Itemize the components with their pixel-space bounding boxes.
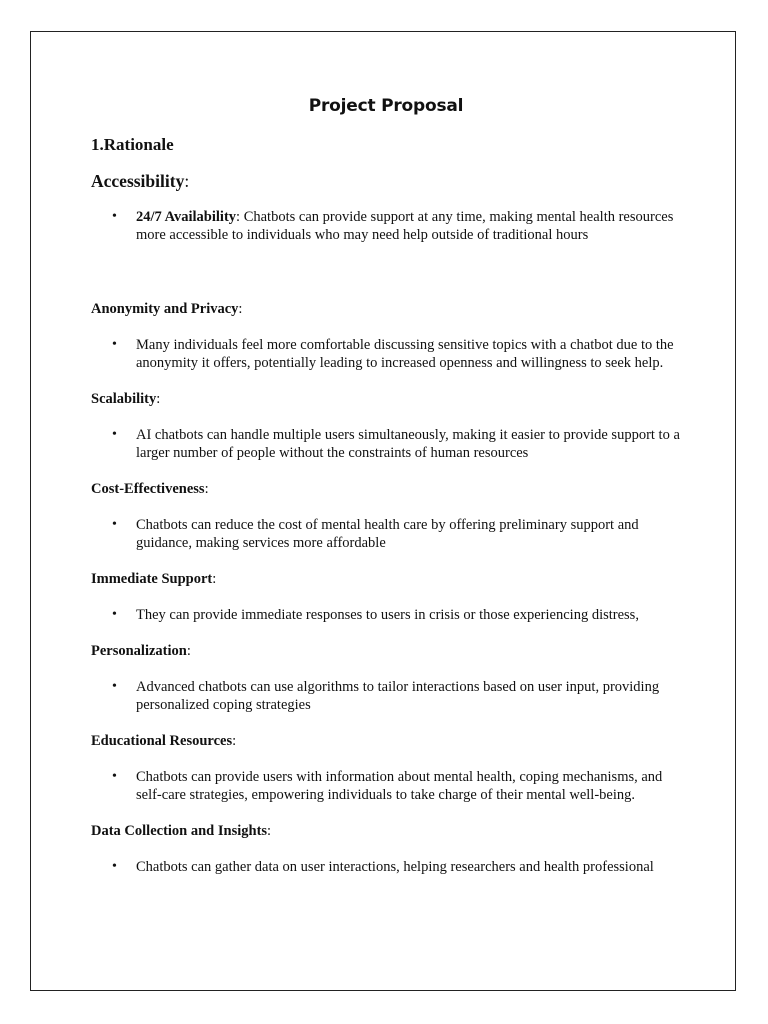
subsection-heading-immediate [91,570,681,588]
list-item-lead: 24/7 Availability [136,209,237,225]
list-item: • Chatbots can gather data on user interactions, helping researchers and health professional [91,858,681,876]
scalability-list [91,426,681,462]
heading-colon: : [232,733,237,749]
personalization-list [91,678,681,714]
list-item: • Chatbots can reduce the cost of mental health care by offering preliminary support and guidance, making services more affordable [91,516,681,552]
subsection-heading-text: Immediate Support [91,571,213,587]
cost-list [91,516,681,552]
document-page [30,31,736,991]
educational-list [91,768,681,804]
immediate-list [91,606,681,624]
document-title: Project Proposal [308,96,464,116]
list-item: • Advanced chatbots can use algorithms to tailor interactions based on user input, providing personalized coping strategies [91,678,681,714]
subsection-heading-cost [91,480,681,498]
section-heading-rationale: 1.Rationale [91,135,174,154]
list-item: • Chatbots can provide users with information about mental health, coping mechanisms, and self-care strategies, empowering individuals to take charge of their mental well-being. [91,768,681,804]
heading-colon: : [267,823,272,839]
subsection-heading-educational [91,732,681,750]
list-item-text: : Chatbots can provide support at any time, making mental health resources more accessible to individuals who may need help outside of traditional hours [136,209,674,243]
subsection-heading-text: Accessibility [91,171,185,191]
heading-colon: : [204,481,209,497]
accessibility-list [91,208,681,244]
heading-colon: : [184,171,190,191]
subsection-heading-text: Data Collection and Insights [91,823,268,839]
list-item: • They can provide immediate responses to users in crisis or those experiencing distress, [91,606,681,624]
heading-colon: : [186,643,191,659]
heading-colon: : [156,391,161,407]
subsection-heading-text: Scalability [91,391,157,407]
subsection-heading-accessibility [91,170,681,192]
subsection-heading-text: Cost-Effectiveness [91,481,205,497]
anonymity-list [91,336,681,372]
document-body [91,94,681,894]
data-collection-list [91,858,681,876]
subsection-heading-data-collection [91,822,681,840]
heading-colon: : [238,301,243,317]
subsection-heading-scalability [91,390,681,408]
subsection-heading-text: Anonymity and Privacy [91,301,239,317]
subsection-heading-text: Personalization [91,643,187,659]
subsection-heading-text: Educational Resources [91,733,233,749]
heading-colon: : [212,571,217,587]
list-item [91,208,681,244]
spacer [91,262,681,300]
subsection-heading-anonymity [91,300,681,318]
list-item: • AI chatbots can handle multiple users simultaneously, making it easier to provide support to a larger number of people without the constraints of human resources [91,426,681,462]
list-item: • Many individuals feel more comfortable discussing sensitive topics with a chatbot due to the anonymity it offers, potentially leading to increased openness and willingness to seek help. [91,336,681,372]
subsection-heading-personalization [91,642,681,660]
